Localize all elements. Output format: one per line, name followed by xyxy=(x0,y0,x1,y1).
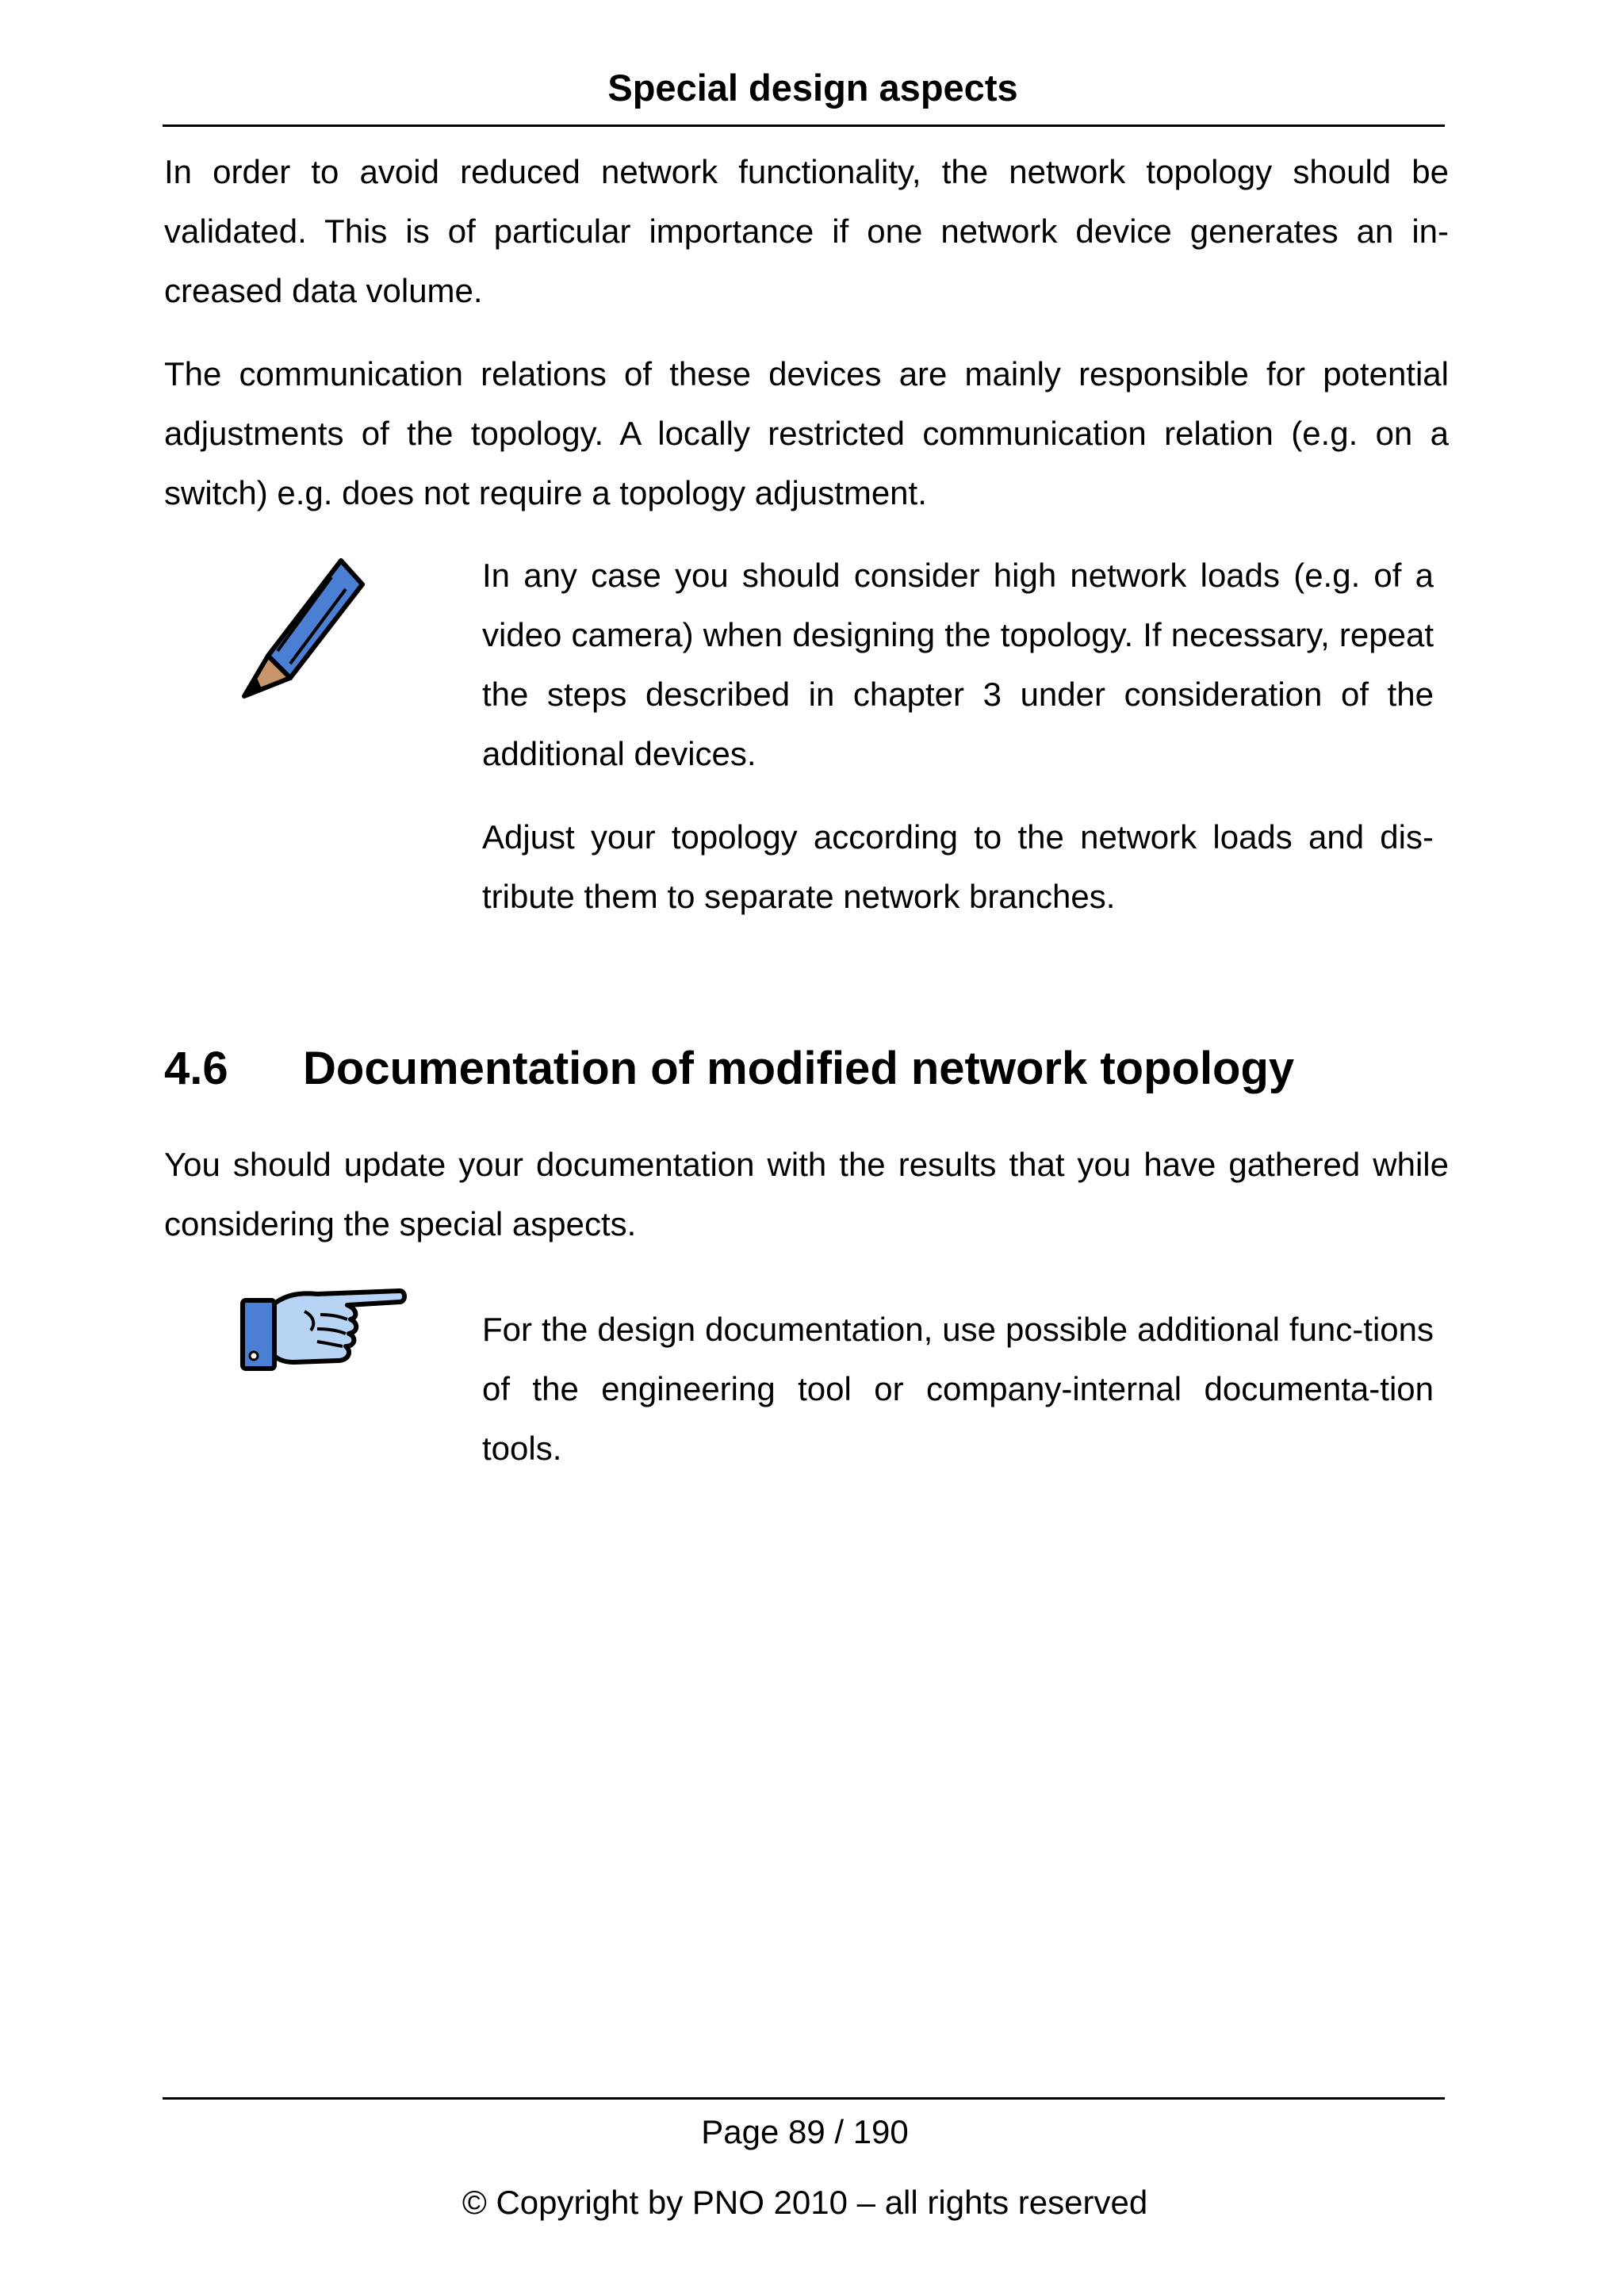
paragraph-topology-validation: In order to avoid reduced network functionality, the network topology should be validated. This is of particular importance if one network device generates an in-creased data volume. xyxy=(164,153,1449,309)
section-number: 4.6 xyxy=(164,1043,228,1094)
running-header: Special design aspects xyxy=(607,67,1018,109)
page-number: Page 89 / 190 xyxy=(701,2113,909,2150)
note-paragraph-adjust-topology: Adjust your topology according to the network loads and dis-tribute them to separate network branches. xyxy=(482,818,1434,915)
pointing-hand-icon xyxy=(238,1283,408,1374)
pencil-icon xyxy=(238,557,369,702)
note-paragraph-documentation-tools: For the design documentation, use possible additional func-tions of the engineering tool or company-internal documenta-tion tools. xyxy=(482,1311,1434,1467)
note-paragraph-network-loads: In any case you should consider high network loads (e.g. of a video camera) when designing the topology. If necessary, repeat the steps described in chapter 3 under consideration of the additional devices. xyxy=(482,557,1434,772)
section-heading xyxy=(164,1033,1294,1105)
section-title: Documentation of modified network topology xyxy=(303,1043,1295,1094)
paragraph-update-documentation: You should update your documentation with the results that you have gathered while considering the special aspects. xyxy=(164,1146,1449,1242)
paragraph-communication-relations: The communication relations of these devices are mainly responsible for potential adjustments of the topology. A locally restricted communication relation (e.g. on a switch) e.g. does not require a topology adjustment. xyxy=(164,355,1449,511)
copyright-notice: © Copyright by PNO 2010 – all rights reserved xyxy=(462,2184,1148,2221)
header-divider xyxy=(163,124,1445,127)
footer-divider xyxy=(163,2097,1445,2100)
